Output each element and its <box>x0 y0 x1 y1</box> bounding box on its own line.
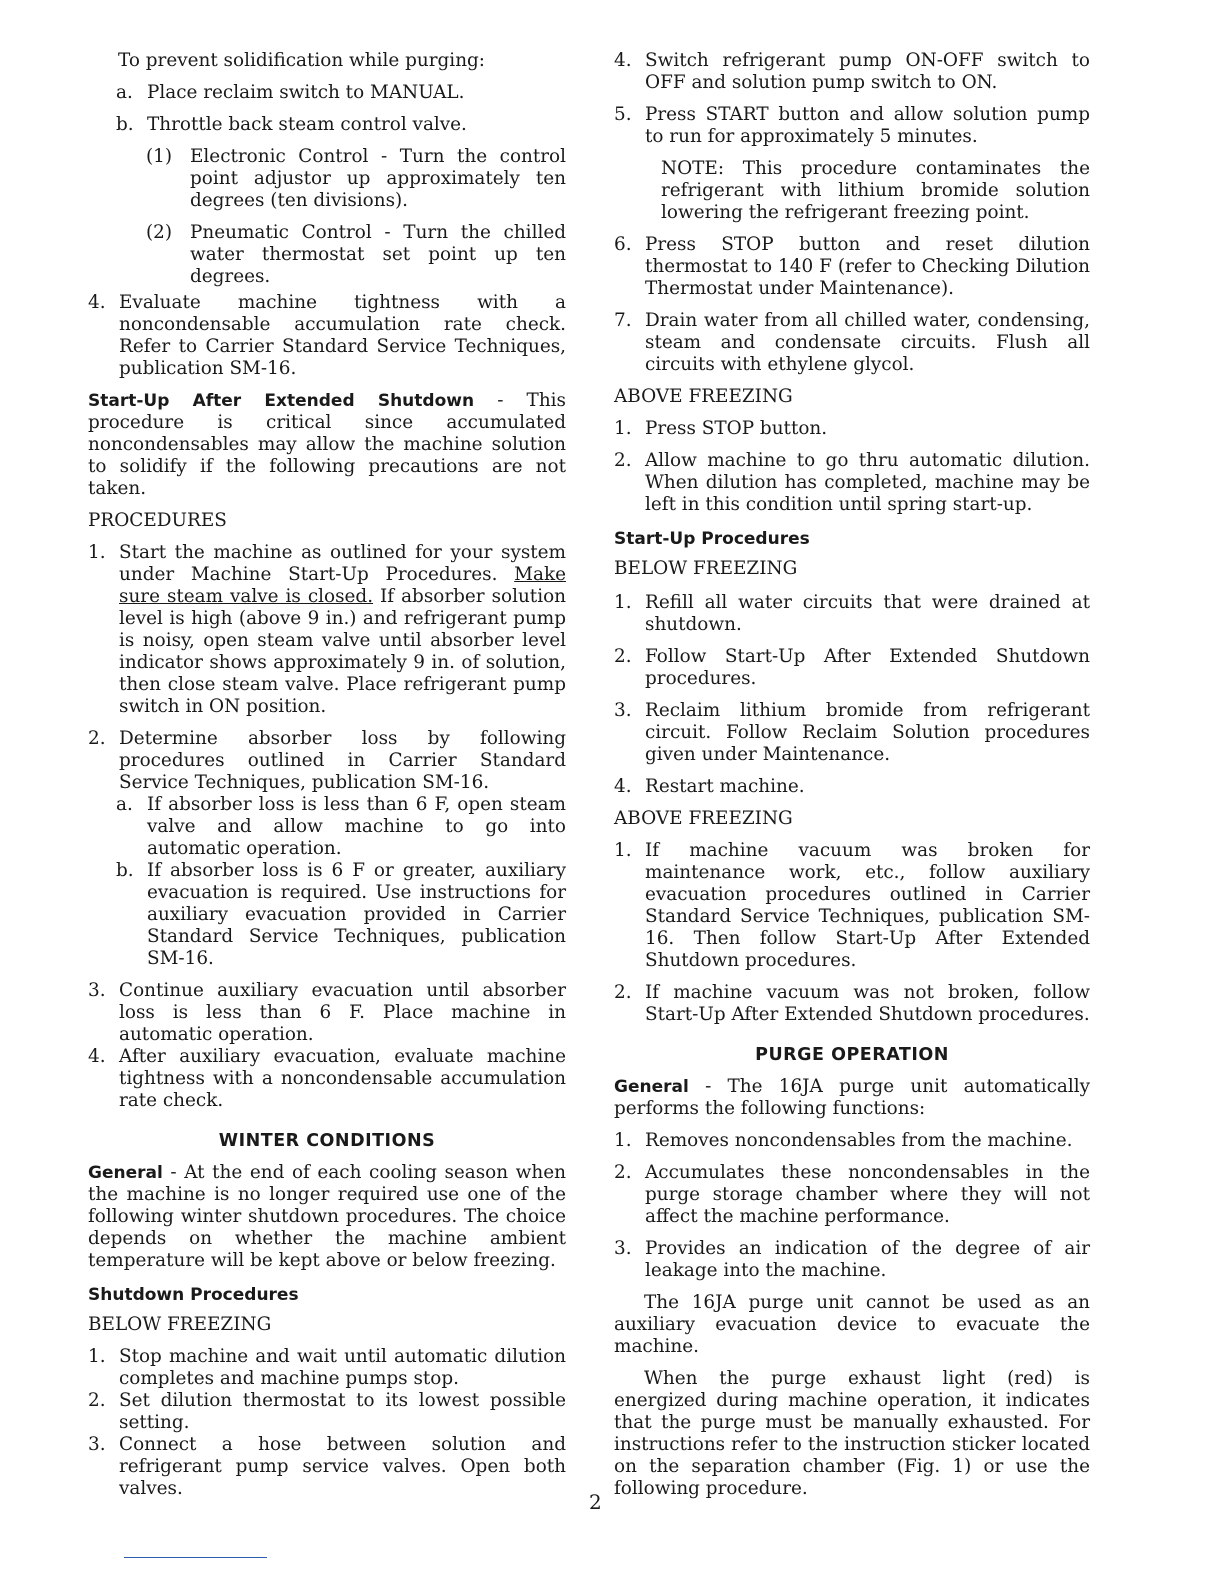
list-item: 1. If machine vacuum was broken for maintenance work, etc., follow auxiliary evacuation procedures outlined in Carrier Standard Service Techniques, publication SM-16. Then follow Start-Up After Extended Shutdown procedures. <box>614 840 1090 971</box>
list-item: 2. Accumulates these noncondensables in the purge storage chamber where they will not affect the machine performance. <box>614 1162 1090 1227</box>
list-item: 1. Removes noncondensables from the machine. <box>614 1130 1073 1151</box>
purge-paragraph: The 16JA purge unit cannot be used as an auxiliary evacuation device to evacuate the machine. <box>614 1292 1090 1357</box>
purge-operation-heading: PURGE OPERATION <box>755 1045 949 1065</box>
list-item: 1. Press STOP button. <box>614 418 828 439</box>
note-text: NOTE: This procedure contaminates the refrigerant with lithium bromide solution lowering the refrigerant freezing point. <box>661 158 1090 223</box>
list-item: 3. Connect a hose between solution and refrigerant pump service valves. Open both valves. <box>88 1434 566 1499</box>
list-item: 2. Set dilution thermostat to its lowest possible setting. <box>88 1390 566 1433</box>
intro-text: To prevent solidification while purging: <box>118 50 486 71</box>
above-freezing-label: ABOVE FREEZING <box>614 808 793 829</box>
below-freezing-label: BELOW FREEZING <box>614 558 798 579</box>
startup-extended-heading: Start-Up After Extended Shutdown <box>88 391 475 411</box>
right-column <box>614 50 1090 1500</box>
list-item: 1. Stop machine and wait until automatic dilution completes and machine pumps stop. <box>88 1346 566 1389</box>
shutdown-procedures-heading: Shutdown Procedures <box>88 1285 299 1305</box>
footer-rule <box>124 1557 267 1558</box>
list-item: 4. Evaluate machine tightness with a noncondensable accumulation rate check. Refer to Carrier Standard Service Techniques, publication SM-16. <box>88 292 566 379</box>
list-item: (2) Pneumatic Control - Turn the chilled water thermostat set point up ten degrees. <box>146 222 566 287</box>
purge-paragraph: When the purge exhaust light (red) is energized during machine operation, it indicates that the purge must be manually exhausted. For instructions refer to the instruction sticker located on the separation chamber (Fig. 1) or use the following procedure. <box>614 1368 1090 1499</box>
list-item: 4. Switch refrigerant pump ON-OFF switch to OFF and solution pump switch to ON. <box>614 50 1090 93</box>
list-item: b. If absorber loss is 6 F or greater, auxiliary evacuation is required. Use instructions for auxiliary evacuation provided in Carrier Standard Service Techniques, publication SM-16. <box>116 860 566 969</box>
list-item: 3. Continue auxiliary evacuation until absorber loss is less than 6 F. Place machine in automatic operation. <box>88 980 566 1045</box>
underlined-warning: Make sure steam valve is closed. <box>119 564 566 607</box>
list-item: 2. If machine vacuum was not broken, follow Start-Up After Extended Shutdown procedures. <box>614 982 1090 1025</box>
list-item: a. Place reclaim switch to MANUAL. <box>116 82 465 103</box>
below-freezing-label: BELOW FREEZING <box>88 1314 272 1335</box>
list-item: 7. Drain water from all chilled water, condensing, steam and condensate circuits. Flush all circuits with ethylene glycol. <box>614 310 1090 375</box>
list-item: 3. Reclaim lithium bromide from refrigerant circuit. Follow Reclaim Solution procedures given under Maintenance. <box>614 700 1090 765</box>
winter-general-paragraph: General - At the end of each cooling season when the machine is no longer required use one of the following winter shutdown procedures. The choice depends on whether the machine ambient temperature will be kept above or below freezing. <box>88 1162 566 1271</box>
winter-conditions-heading: WINTER CONDITIONS <box>218 1131 436 1151</box>
page-number: 2 <box>589 1490 602 1514</box>
list-item: 2. Allow machine to go thru automatic dilution. When dilution has completed, machine may be left in this condition until spring start-up. <box>614 450 1090 515</box>
list-item: b. Throttle back steam control valve. <box>116 114 467 135</box>
list-item: 1. Start the machine as outlined for your system under Machine Start-Up Procedures. Make sure steam valve is closed. If absorber solution level is high (above 9 in.) and refrigerant pump is noisy, open steam valve until absorber level indicator shows approximately 9 in. of solution, then close steam valve. Place refrigerant pump switch in ON position. <box>88 542 566 717</box>
list-item: 5. Press START button and allow solution pump to run for approximately 5 minutes. <box>614 104 1090 147</box>
purge-general-paragraph: General - The 16JA purge unit automatically performs the following functions: <box>614 1076 1090 1119</box>
procedures-label: PROCEDURES <box>88 510 227 531</box>
list-item: a. If absorber loss is less than 6 F, open steam valve and allow machine to go into automatic operation. <box>116 794 566 859</box>
list-item: (1) Electronic Control - Turn the control point adjustor up approximately ten degrees (ten divisions). <box>146 146 566 211</box>
list-item: 4. After auxiliary evacuation, evaluate machine tightness with a noncondensable accumulation rate check. <box>88 1046 566 1111</box>
startup-extended-paragraph: Start-Up After Extended Shutdown - This procedure is critical since accumulated noncondensables may allow the machine solution to solidify if the following precautions are not taken. <box>88 390 566 499</box>
list-item: 2. Follow Start-Up After Extended Shutdown procedures. <box>614 646 1090 689</box>
list-item: 3. Provides an indication of the degree of air leakage into the machine. <box>614 1238 1090 1281</box>
left-column <box>88 50 566 1500</box>
startup-procedures-heading: Start-Up Procedures <box>614 529 810 549</box>
above-freezing-label: ABOVE FREEZING <box>614 386 793 407</box>
list-item: 1. Refill all water circuits that were drained at shutdown. <box>614 592 1090 635</box>
list-item: 2. Determine absorber loss by following procedures outlined in Carrier Standard Service Techniques, publication SM-16. <box>88 728 566 793</box>
list-item: 4. Restart machine. <box>614 776 805 797</box>
list-item: 6. Press STOP button and reset dilution thermostat to 140 F (refer to Checking Dilution Thermostat under Maintenance). <box>614 234 1090 299</box>
